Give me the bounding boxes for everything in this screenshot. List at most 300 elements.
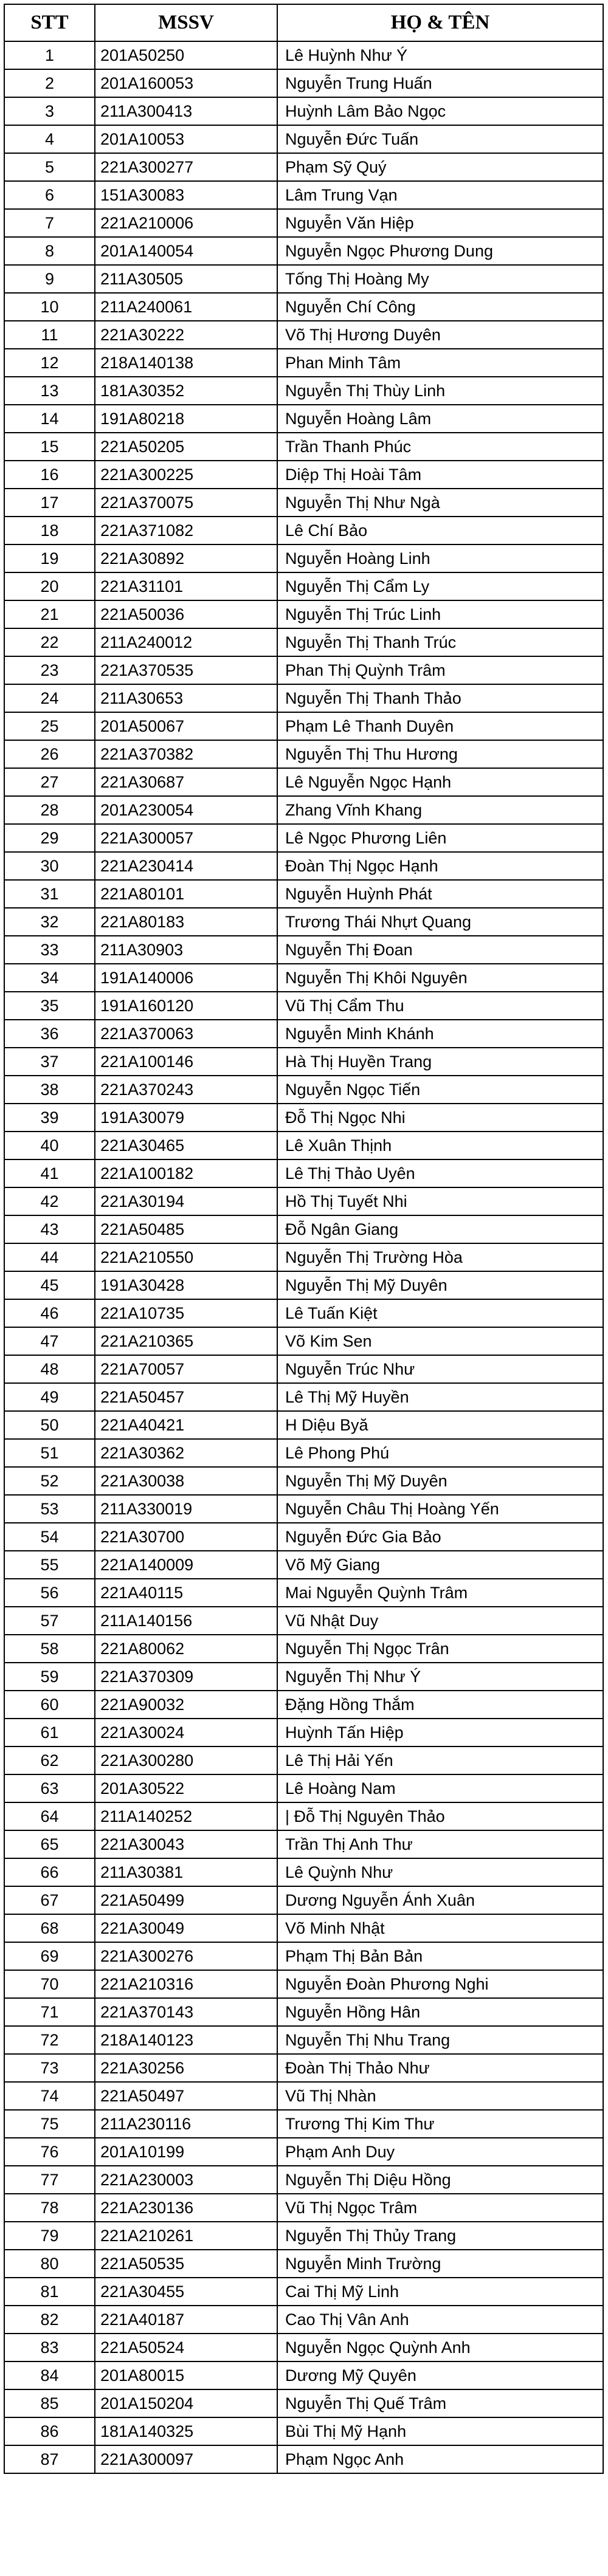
table-row xyxy=(4,908,603,936)
table-row xyxy=(4,2222,603,2250)
row-name: Nguyễn Trung Huấn xyxy=(277,69,603,97)
row-name: Cai Thị Mỹ Linh xyxy=(277,2278,603,2306)
row-name: Võ Minh Nhật xyxy=(277,1914,603,1942)
row-mssv: 221A300057 xyxy=(95,824,277,852)
row-mssv: 221A210261 xyxy=(95,2222,277,2250)
row-mssv: 221A300280 xyxy=(95,1747,277,1774)
table-row xyxy=(4,992,603,1020)
row-stt: 82 xyxy=(4,2306,95,2334)
row-name: Lê Phong Phú xyxy=(277,1439,603,1467)
row-name: Nguyễn Thị Khôi Nguyên xyxy=(277,964,603,992)
table-row xyxy=(4,1607,603,1635)
row-name: Nguyễn Thị Nhu Trang xyxy=(277,2026,603,2054)
table-row xyxy=(4,2417,603,2445)
row-stt: 28 xyxy=(4,796,95,824)
row-name: Nguyễn Hồng Hân xyxy=(277,1998,603,2026)
row-stt: 29 xyxy=(4,824,95,852)
row-mssv: 201A140054 xyxy=(95,237,277,265)
row-mssv: 221A30256 xyxy=(95,2054,277,2082)
row-stt: 48 xyxy=(4,1355,95,1383)
student-list-sheet xyxy=(4,4,603,2474)
table-row xyxy=(4,852,603,880)
row-stt: 49 xyxy=(4,1383,95,1411)
row-stt: 9 xyxy=(4,265,95,293)
row-mssv: 221A50036 xyxy=(95,600,277,628)
row-stt: 15 xyxy=(4,433,95,461)
row-stt: 3 xyxy=(4,97,95,125)
row-name: Hà Thị Huyền Trang xyxy=(277,1048,603,1076)
row-stt: 57 xyxy=(4,1607,95,1635)
row-name: Phạm Ngọc Anh xyxy=(277,2445,603,2473)
table-row xyxy=(4,1802,603,1830)
table-row xyxy=(4,1299,603,1327)
row-mssv: 221A10735 xyxy=(95,1299,277,1327)
row-mssv: 191A30428 xyxy=(95,1271,277,1299)
row-mssv: 211A330019 xyxy=(95,1495,277,1523)
row-name: Lê Huỳnh Như Ý xyxy=(277,41,603,69)
row-stt: 22 xyxy=(4,628,95,656)
row-stt: 52 xyxy=(4,1467,95,1495)
row-name: Võ Kim Sen xyxy=(277,1327,603,1355)
table-row xyxy=(4,2445,603,2473)
row-name: Nguyễn Minh Trường xyxy=(277,2250,603,2278)
row-name: Trương Thị Kim Thư xyxy=(277,2110,603,2138)
table-row xyxy=(4,2278,603,2306)
row-stt: 12 xyxy=(4,349,95,377)
row-name: Nguyễn Thị Diệu Hồng xyxy=(277,2166,603,2194)
row-name: Nguyễn Thị Mỹ Duyên xyxy=(277,1271,603,1299)
table-row xyxy=(4,489,603,517)
row-stt: 67 xyxy=(4,1886,95,1914)
row-mssv: 221A80101 xyxy=(95,880,277,908)
row-mssv: 221A210316 xyxy=(95,1970,277,1998)
row-mssv: 221A31101 xyxy=(95,572,277,600)
row-mssv: 211A300413 xyxy=(95,97,277,125)
table-row xyxy=(4,461,603,489)
row-stt: 74 xyxy=(4,2082,95,2110)
row-name: Nguyễn Thị Mỹ Duyên xyxy=(277,1467,603,1495)
table-row xyxy=(4,1970,603,1998)
row-mssv: 221A370243 xyxy=(95,1076,277,1104)
row-mssv: 191A30079 xyxy=(95,1104,277,1132)
table-row xyxy=(4,1774,603,1802)
row-stt: 72 xyxy=(4,2026,95,2054)
row-stt: 41 xyxy=(4,1159,95,1187)
row-name: Nguyễn Thị Quế Trâm xyxy=(277,2389,603,2417)
table-row xyxy=(4,1719,603,1747)
row-name: Đỗ Ngân Giang xyxy=(277,1215,603,1243)
table-row xyxy=(4,1998,603,2026)
row-name: Vũ Thị Nhàn xyxy=(277,2082,603,2110)
row-stt: 87 xyxy=(4,2445,95,2473)
table-row xyxy=(4,1132,603,1159)
row-mssv: 221A370535 xyxy=(95,656,277,684)
row-mssv: 218A140138 xyxy=(95,349,277,377)
table-row xyxy=(4,2166,603,2194)
table-row xyxy=(4,712,603,740)
row-mssv: 201A160053 xyxy=(95,69,277,97)
row-name: Mai Nguyễn Quỳnh Trâm xyxy=(277,1579,603,1607)
table-row xyxy=(4,1104,603,1132)
table-row xyxy=(4,97,603,125)
row-mssv: 201A150204 xyxy=(95,2389,277,2417)
table-row xyxy=(4,1467,603,1495)
row-mssv: 221A50485 xyxy=(95,1215,277,1243)
row-name: Nguyễn Thị Đoan xyxy=(277,936,603,964)
row-mssv: 221A70057 xyxy=(95,1355,277,1383)
row-name: Nguyễn Thị Thu Hương xyxy=(277,740,603,768)
row-stt: 60 xyxy=(4,1691,95,1719)
row-stt: 55 xyxy=(4,1551,95,1579)
row-mssv: 151A30083 xyxy=(95,181,277,209)
table-row xyxy=(4,237,603,265)
table-row xyxy=(4,824,603,852)
table-row xyxy=(4,2082,603,2110)
row-mssv: 221A50457 xyxy=(95,1383,277,1411)
row-stt: 16 xyxy=(4,461,95,489)
row-stt: 6 xyxy=(4,181,95,209)
table-row xyxy=(4,656,603,684)
row-stt: 14 xyxy=(4,405,95,433)
row-mssv: 221A50524 xyxy=(95,2334,277,2361)
row-name: Zhang Vĩnh Khang xyxy=(277,796,603,824)
table-row xyxy=(4,433,603,461)
row-stt: 38 xyxy=(4,1076,95,1104)
row-mssv: 211A30653 xyxy=(95,684,277,712)
row-name: Nguyễn Thị Trường Hòa xyxy=(277,1243,603,1271)
table-row xyxy=(4,1747,603,1774)
row-stt: 59 xyxy=(4,1663,95,1691)
row-stt: 37 xyxy=(4,1048,95,1076)
table-row xyxy=(4,1635,603,1663)
row-name: Lê Tuấn Kiệt xyxy=(277,1299,603,1327)
row-name: Nguyễn Thị Như Ngà xyxy=(277,489,603,517)
table-row xyxy=(4,349,603,377)
row-name: Dương Nguyễn Ánh Xuân xyxy=(277,1886,603,1914)
row-mssv: 191A160120 xyxy=(95,992,277,1020)
row-mssv: 201A10199 xyxy=(95,2138,277,2166)
row-name: Trương Thái Nhựt Quang xyxy=(277,908,603,936)
table-row xyxy=(4,181,603,209)
row-stt: 56 xyxy=(4,1579,95,1607)
row-mssv: 221A300225 xyxy=(95,461,277,489)
row-name: Vũ Thị Cẩm Thu xyxy=(277,992,603,1020)
row-mssv: 221A300276 xyxy=(95,1942,277,1970)
table-row xyxy=(4,1020,603,1048)
table-row xyxy=(4,1215,603,1243)
table-row xyxy=(4,1551,603,1579)
row-stt: 53 xyxy=(4,1495,95,1523)
row-name: Nguyễn Hoàng Lâm xyxy=(277,405,603,433)
table-row xyxy=(4,796,603,824)
table-row xyxy=(4,2334,603,2361)
row-name: Võ Thị Hương Duyên xyxy=(277,321,603,349)
row-name: Nguyễn Thị Thùy Linh xyxy=(277,377,603,405)
row-stt: 33 xyxy=(4,936,95,964)
table-row xyxy=(4,1914,603,1942)
row-stt: 20 xyxy=(4,572,95,600)
row-name: Phạm Sỹ Quý xyxy=(277,153,603,181)
header-mssv: MSSV xyxy=(95,4,277,41)
row-stt: 80 xyxy=(4,2250,95,2278)
row-name: Nguyễn Đoàn Phương Nghi xyxy=(277,1970,603,1998)
table-row xyxy=(4,1886,603,1914)
row-name: Nguyễn Ngọc Phương Dung xyxy=(277,237,603,265)
table-row xyxy=(4,1243,603,1271)
row-stt: 4 xyxy=(4,125,95,153)
table-row xyxy=(4,628,603,656)
row-stt: 58 xyxy=(4,1635,95,1663)
table-row xyxy=(4,405,603,433)
row-mssv: 221A300097 xyxy=(95,2445,277,2473)
row-stt: 63 xyxy=(4,1774,95,1802)
row-name: Phạm Thị Bản Bản xyxy=(277,1942,603,1970)
row-stt: 30 xyxy=(4,852,95,880)
row-mssv: 221A30194 xyxy=(95,1187,277,1215)
row-mssv: 191A80218 xyxy=(95,405,277,433)
row-stt: 84 xyxy=(4,2361,95,2389)
table-row xyxy=(4,1439,603,1467)
row-mssv: 221A50205 xyxy=(95,433,277,461)
row-stt: 85 xyxy=(4,2389,95,2417)
table-row xyxy=(4,936,603,964)
table-row xyxy=(4,517,603,544)
table-row xyxy=(4,1858,603,1886)
table-row xyxy=(4,2389,603,2417)
table-row xyxy=(4,41,603,69)
table-row xyxy=(4,1383,603,1411)
row-mssv: 221A50535 xyxy=(95,2250,277,2278)
table-row xyxy=(4,1663,603,1691)
row-name: Trần Thị Anh Thư xyxy=(277,1830,603,1858)
row-name: Lê Xuân Thịnh xyxy=(277,1132,603,1159)
row-mssv: 211A140156 xyxy=(95,1607,277,1635)
row-name: Bùi Thị Mỹ Hạnh xyxy=(277,2417,603,2445)
table-row xyxy=(4,2054,603,2082)
row-mssv: 221A370382 xyxy=(95,740,277,768)
row-name: Nguyễn Hoàng Linh xyxy=(277,544,603,572)
table-row xyxy=(4,684,603,712)
row-mssv: 221A40115 xyxy=(95,1579,277,1607)
row-stt: 76 xyxy=(4,2138,95,2166)
row-name: Lê Chí Bảo xyxy=(277,517,603,544)
row-name: Nguyễn Thị Như Ý xyxy=(277,1663,603,1691)
row-mssv: 221A230003 xyxy=(95,2166,277,2194)
row-stt: 78 xyxy=(4,2194,95,2222)
row-stt: 32 xyxy=(4,908,95,936)
row-stt: 70 xyxy=(4,1970,95,1998)
row-mssv: 218A140123 xyxy=(95,2026,277,2054)
row-stt: 21 xyxy=(4,600,95,628)
row-stt: 51 xyxy=(4,1439,95,1467)
row-stt: 43 xyxy=(4,1215,95,1243)
row-mssv: 211A30903 xyxy=(95,936,277,964)
row-mssv: 221A210550 xyxy=(95,1243,277,1271)
row-stt: 27 xyxy=(4,768,95,796)
row-mssv: 221A40421 xyxy=(95,1411,277,1439)
row-mssv: 211A230116 xyxy=(95,2110,277,2138)
row-name: | Đỗ Thị Nguyên Thảo xyxy=(277,1802,603,1830)
table-row xyxy=(4,2194,603,2222)
row-name: Phạm Anh Duy xyxy=(277,2138,603,2166)
row-stt: 77 xyxy=(4,2166,95,2194)
row-name: Dương Mỹ Quyên xyxy=(277,2361,603,2389)
row-name: H Diệu Byă xyxy=(277,1411,603,1439)
row-name: Vũ Nhật Duy xyxy=(277,1607,603,1635)
table-row xyxy=(4,544,603,572)
row-name: Nguyễn Ngọc Quỳnh Anh xyxy=(277,2334,603,2361)
row-stt: 10 xyxy=(4,293,95,321)
row-stt: 40 xyxy=(4,1132,95,1159)
row-mssv: 221A140009 xyxy=(95,1551,277,1579)
table-row xyxy=(4,1355,603,1383)
table-row xyxy=(4,964,603,992)
row-name: Nguyễn Trúc Như xyxy=(277,1355,603,1383)
table-row xyxy=(4,1271,603,1299)
row-stt: 8 xyxy=(4,237,95,265)
row-stt: 75 xyxy=(4,2110,95,2138)
row-stt: 2 xyxy=(4,69,95,97)
table-row xyxy=(4,768,603,796)
row-mssv: 221A30700 xyxy=(95,1523,277,1551)
header-stt: STT xyxy=(4,4,95,41)
row-name: Cao Thị Vân Anh xyxy=(277,2306,603,2334)
table-row xyxy=(4,1942,603,1970)
row-mssv: 221A30038 xyxy=(95,1467,277,1495)
row-name: Lê Nguyễn Ngọc Hạnh xyxy=(277,768,603,796)
row-mssv: 201A30522 xyxy=(95,1774,277,1802)
table-row xyxy=(4,1048,603,1076)
row-mssv: 221A371082 xyxy=(95,517,277,544)
row-stt: 71 xyxy=(4,1998,95,2026)
table-row xyxy=(4,1523,603,1551)
row-mssv: 221A370075 xyxy=(95,489,277,517)
row-name: Lê Thị Thảo Uyên xyxy=(277,1159,603,1187)
row-mssv: 221A100182 xyxy=(95,1159,277,1187)
row-mssv: 221A80062 xyxy=(95,1635,277,1663)
row-mssv: 221A100146 xyxy=(95,1048,277,1076)
table-row xyxy=(4,293,603,321)
row-mssv: 221A370063 xyxy=(95,1020,277,1048)
row-mssv: 221A80183 xyxy=(95,908,277,936)
row-stt: 18 xyxy=(4,517,95,544)
row-name: Lê Thị Hải Yến xyxy=(277,1747,603,1774)
row-mssv: 221A30222 xyxy=(95,321,277,349)
row-name: Tống Thị Hoàng My xyxy=(277,265,603,293)
row-mssv: 221A40187 xyxy=(95,2306,277,2334)
table-row xyxy=(4,265,603,293)
table-row xyxy=(4,572,603,600)
row-stt: 79 xyxy=(4,2222,95,2250)
table-row xyxy=(4,69,603,97)
row-stt: 62 xyxy=(4,1747,95,1774)
row-name: Võ Mỹ Giang xyxy=(277,1551,603,1579)
row-mssv: 221A370143 xyxy=(95,1998,277,2026)
row-mssv: 211A240012 xyxy=(95,628,277,656)
row-stt: 17 xyxy=(4,489,95,517)
row-mssv: 221A30024 xyxy=(95,1719,277,1747)
row-stt: 11 xyxy=(4,321,95,349)
row-name: Lê Ngọc Phương Liên xyxy=(277,824,603,852)
table-row xyxy=(4,1579,603,1607)
row-mssv: 211A140252 xyxy=(95,1802,277,1830)
row-stt: 86 xyxy=(4,2417,95,2445)
row-mssv: 201A80015 xyxy=(95,2361,277,2389)
table-row xyxy=(4,2250,603,2278)
row-stt: 23 xyxy=(4,656,95,684)
table-row xyxy=(4,1691,603,1719)
table-row xyxy=(4,209,603,237)
row-stt: 68 xyxy=(4,1914,95,1942)
row-stt: 36 xyxy=(4,1020,95,1048)
row-name: Diệp Thị Hoài Tâm xyxy=(277,461,603,489)
row-stt: 5 xyxy=(4,153,95,181)
table-row xyxy=(4,2306,603,2334)
table-row xyxy=(4,153,603,181)
table-row xyxy=(4,2361,603,2389)
table-row xyxy=(4,600,603,628)
row-stt: 7 xyxy=(4,209,95,237)
row-name: Phan Minh Tâm xyxy=(277,349,603,377)
header-row xyxy=(4,4,603,41)
row-name: Nguyễn Thị Ngọc Trân xyxy=(277,1635,603,1663)
row-stt: 26 xyxy=(4,740,95,768)
table-row xyxy=(4,1159,603,1187)
table-row xyxy=(4,1076,603,1104)
row-mssv: 201A50250 xyxy=(95,41,277,69)
row-stt: 47 xyxy=(4,1327,95,1355)
row-name: Nguyễn Đức Gia Bảo xyxy=(277,1523,603,1551)
row-stt: 83 xyxy=(4,2334,95,2361)
row-stt: 45 xyxy=(4,1271,95,1299)
row-name: Đoàn Thị Ngọc Hạnh xyxy=(277,852,603,880)
row-name: Đoàn Thị Thảo Như xyxy=(277,2054,603,2082)
row-stt: 24 xyxy=(4,684,95,712)
row-mssv: 211A30505 xyxy=(95,265,277,293)
row-stt: 61 xyxy=(4,1719,95,1747)
header-name: HỌ & TÊN xyxy=(277,4,603,41)
table-row xyxy=(4,2110,603,2138)
row-name: Vũ Thị Ngọc Trâm xyxy=(277,2194,603,2222)
table-row xyxy=(4,2026,603,2054)
table-row xyxy=(4,1830,603,1858)
row-name: Nguyễn Đức Tuấn xyxy=(277,125,603,153)
row-stt: 13 xyxy=(4,377,95,405)
table-row xyxy=(4,1495,603,1523)
row-mssv: 221A50497 xyxy=(95,2082,277,2110)
row-mssv: 181A140325 xyxy=(95,2417,277,2445)
row-name: Nguyễn Thị Cẩm Ly xyxy=(277,572,603,600)
row-name: Lê Quỳnh Như xyxy=(277,1858,603,1886)
row-name: Nguyễn Thị Trúc Linh xyxy=(277,600,603,628)
row-mssv: 221A370309 xyxy=(95,1663,277,1691)
row-mssv: 211A30381 xyxy=(95,1858,277,1886)
table-row xyxy=(4,1411,603,1439)
row-stt: 81 xyxy=(4,2278,95,2306)
row-name: Hồ Thị Tuyết Nhi xyxy=(277,1187,603,1215)
row-stt: 66 xyxy=(4,1858,95,1886)
row-mssv: 181A30352 xyxy=(95,377,277,405)
row-mssv: 221A210006 xyxy=(95,209,277,237)
row-mssv: 201A230054 xyxy=(95,796,277,824)
student-table xyxy=(4,4,604,2474)
table-row xyxy=(4,880,603,908)
row-name: Đặng Hồng Thắm xyxy=(277,1691,603,1719)
row-name: Đỗ Thị Ngọc Nhi xyxy=(277,1104,603,1132)
row-mssv: 221A230136 xyxy=(95,2194,277,2222)
row-mssv: 221A30362 xyxy=(95,1439,277,1467)
row-mssv: 221A90032 xyxy=(95,1691,277,1719)
